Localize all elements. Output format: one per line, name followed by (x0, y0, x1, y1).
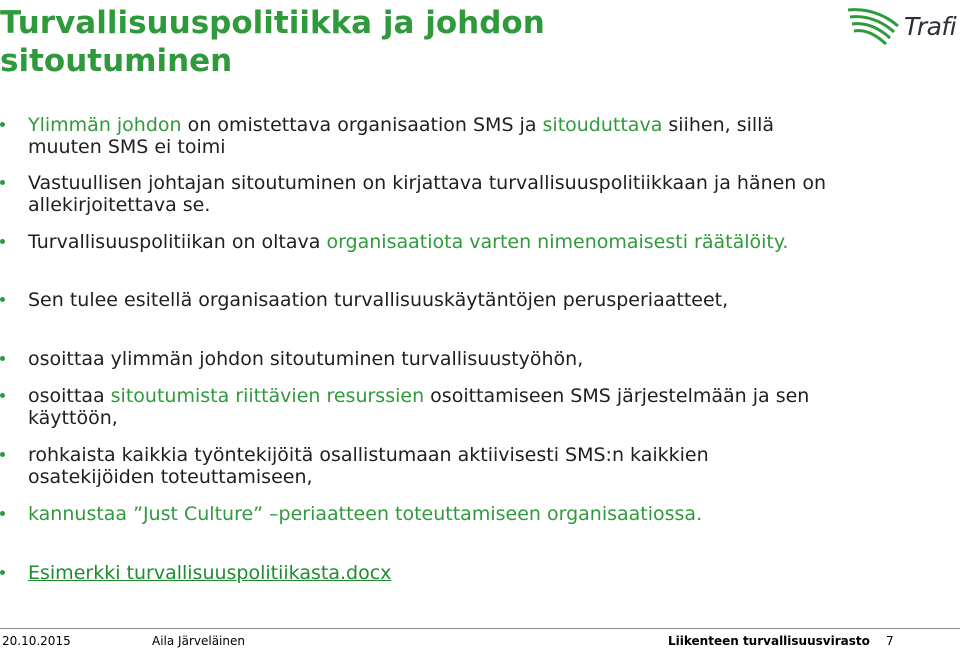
footer-date: 20.10.2015 (2, 634, 71, 648)
footer-page-number: 7 (886, 634, 894, 648)
trafi-swoosh-icon (846, 4, 906, 52)
bullet-text: siihen, sillä muuten SMS ei toimi (28, 114, 775, 158)
bullet-text: Turvallisuuspolitiikan on oltava (28, 231, 327, 253)
bullet-item (0, 172, 828, 216)
bullet-text: osoittaa (28, 385, 111, 407)
bullet-text: Vastuullisen johtajan sitoutuminen on kirjattava turvallisuuspolitiikkaan ja hänen on allekirjoitettava se. (28, 172, 827, 216)
bullet-text: kannustaa ”Just Culture” –periaatteen toteuttamiseen organisaatiossa. (28, 503, 703, 525)
bullet-text: sitouduttava (542, 114, 663, 136)
footer-author: Aila Järveläinen (152, 634, 245, 648)
bullet-item (0, 114, 828, 158)
slide-title: Turvallisuuspolitiikka ja johdon sitoutuminen (0, 5, 545, 79)
bullet-marker (0, 180, 5, 185)
bullet-marker (0, 356, 5, 361)
footer-organization: Liikenteen turvallisuusvirasto (668, 634, 870, 648)
bullet-marker (0, 570, 5, 575)
bullet-text: on omistettava organisaation SMS ja (181, 114, 543, 136)
bullet-text: osoittamiseen SMS järjestelmään ja sen käyttöön, (28, 385, 810, 429)
bullet-marker (0, 511, 5, 516)
bullet-text: osoittaa ylimmän johdon sitoutuminen turvallisuustyöhön, (28, 348, 584, 370)
bullet-marker (0, 297, 5, 302)
bullet-item (0, 503, 828, 525)
bullet-text: organisaatiota varten nimenomaisesti räätälöity. (326, 231, 789, 253)
bullet-text: sitoutumista riittävien resurssien (110, 385, 425, 407)
bullet-item (0, 385, 828, 429)
slide-footer (0, 628, 960, 647)
bullet-marker (0, 239, 5, 244)
bullet-item (0, 289, 828, 311)
document-link[interactable]: Esimerkki turvallisuuspolitiikasta.docx (28, 562, 392, 584)
trafi-logo-text: Trafi (904, 12, 957, 41)
bullet-text: rohkaista kaikkia työntekijöitä osallistumaan aktiivisesti SMS:n kaikkien osatekijöiden toteuttamiseen, (28, 444, 709, 488)
bullet-marker (0, 122, 5, 127)
bullet-text: Ylimmän johdon (28, 114, 182, 136)
bullet-item (0, 444, 828, 488)
bullet-item (0, 231, 828, 253)
bullet-marker (0, 393, 5, 398)
footer-divider (0, 628, 960, 629)
bullet-marker (0, 452, 5, 457)
bullet-item (0, 348, 828, 370)
bullet-text: Sen tulee esitellä organisaation turvallisuuskäytäntöjen perusperiaatteet, (28, 289, 729, 311)
bullet-item (0, 562, 828, 584)
